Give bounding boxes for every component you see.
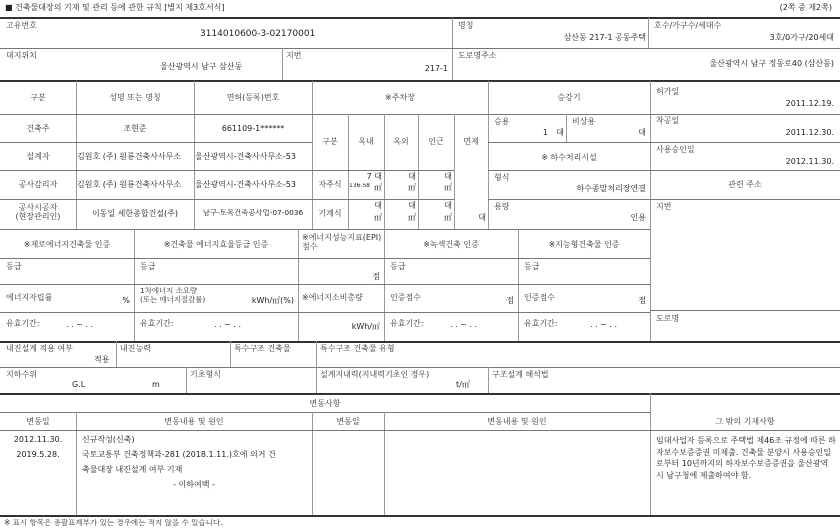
change-date-1: 2012.11.30. xyxy=(13,435,63,444)
site-label: 대지위치 xyxy=(6,51,37,60)
units-value: 3호/0가구/20세대 xyxy=(769,33,834,42)
parking-title: ※주차장 xyxy=(385,93,415,102)
energy-efficiency-validity-label: 유효기간: xyxy=(140,319,174,328)
mech-parking-type: 기계식 xyxy=(318,209,342,218)
change-date-2: 2019.5.28. xyxy=(16,450,60,459)
structural-analysis-label: 구조설계 해석법 xyxy=(492,370,549,379)
lot-value: 217-1 xyxy=(424,64,448,73)
intelligent-cert-score-unit: 점 xyxy=(638,296,646,305)
id-label: 고유번호 xyxy=(6,21,37,30)
other-notes-text: 임대사업자 등록으로 주택법 제46조 규정에 따른 하자보수보증증권 미제출. 건축물 분양시 사용승인일로부터 10년까지의 하자보수보증증권을 울산광역시 남구청에 제출하여야 함. xyxy=(656,436,836,480)
sewage-type-label: 형식 xyxy=(494,173,510,182)
bearing-capacity-label: 설계지내력(지내력기초인 경우) xyxy=(320,370,430,379)
parking-exempt-header: 면제 xyxy=(463,137,479,146)
parking-nearby-header: 인근 xyxy=(428,137,444,146)
mech-parking-indoor-count: 대 xyxy=(374,201,382,210)
foundation-type-label: 기초형식 xyxy=(190,370,221,379)
supervisor-name: 김원호 (주) 원룡건축사사무소 xyxy=(77,180,182,189)
self-parking-indoor-unit: ㎡ xyxy=(374,183,382,192)
sewage-capacity-label: 용량 xyxy=(494,202,510,211)
designer-license: 울산광역시-건축사사무소-53 xyxy=(195,152,296,161)
self-parking-nearby-unit: ㎡ xyxy=(444,183,452,192)
self-parking-outdoor-unit: ㎡ xyxy=(408,183,416,192)
zero-energy-cert-title: ※제로에너지건축물 인증 xyxy=(23,240,111,249)
contractor-type: 공사시공자 (현장관리인) xyxy=(15,203,61,222)
name-value: 삼산동 217-1 공동주택 xyxy=(563,33,646,42)
people-type-header: 구분 xyxy=(30,93,46,102)
footer-note: ※ 표시 항목은 총괄표제부가 있는 경우에는 적지 않을 수 있습니다. xyxy=(4,519,223,527)
related-road-label: 도로명 xyxy=(656,314,680,323)
primary-energy-unit: kWh/㎡(%) xyxy=(251,296,294,305)
change-content-header: 변동내용 및 원인 xyxy=(164,417,224,426)
special-structure-type-label: 특수구조 건축물 유형 xyxy=(320,344,395,353)
page-indicator: (2쪽 중 제2쪽) xyxy=(779,3,832,12)
change-content-2-cont: 축물대장 내진설계 여부 기재 xyxy=(82,465,183,474)
road-address-value: 울산광역시 남구 정동로40 (삼산동) xyxy=(709,59,834,68)
contractor-license: 남구-토목건축공사업-07-0036 xyxy=(202,209,304,217)
zero-energy-grade-label: 등급 xyxy=(6,262,22,271)
intelligent-validity-value: . . ~ . . xyxy=(590,320,618,329)
self-parking-nearby-count: 대 xyxy=(444,172,452,181)
mech-parking-nearby-count: 대 xyxy=(444,201,452,210)
designer-name: 김원호 (주) 원룡건축사사무소 xyxy=(77,152,182,161)
parking-exempt-unit: 대 xyxy=(478,213,486,222)
related-lot-label: 지번 xyxy=(656,202,672,211)
green-building-cert-title: ※녹색건축 인증 xyxy=(423,240,479,249)
seismic-design-value: 적용 xyxy=(94,355,110,364)
site-value: 울산광역시 남구 삼산동 xyxy=(160,62,243,71)
start-date-label: 착공일 xyxy=(656,116,680,125)
energy-efficiency-validity-value: . . ~ . . xyxy=(214,320,242,329)
mech-parking-indoor-unit: ㎡ xyxy=(374,213,382,222)
intelligent-validity-label: 유효기간: xyxy=(524,319,558,328)
approval-date-value: 2012.11.30. xyxy=(785,157,834,166)
name-label: 명칭 xyxy=(458,21,474,30)
other-notes-header: 그 밖의 기재사항 xyxy=(715,417,775,426)
self-parking-indoor-area: 136.58 xyxy=(349,183,370,189)
emergency-elevator-label: 비상용 xyxy=(572,117,596,126)
supervisor-license: 울산광역시-건축사사무소-53 xyxy=(195,180,296,189)
self-parking-indoor-count: 7 대 xyxy=(366,172,382,181)
elevator-title: 승강기 xyxy=(557,93,581,102)
groundwater-gl-label: G.L xyxy=(72,380,86,389)
id-value: 3114010600-3-02170001 xyxy=(200,29,316,39)
epi-score-title: ※에너지성능지표(EPI) 점수 xyxy=(302,233,382,252)
change-content-header-2: 변동내용 및 원인 xyxy=(487,417,547,426)
supervisor-type: 공사감리자 xyxy=(18,180,58,189)
change-date-header: 변동일 xyxy=(26,417,50,426)
green-grade-label: 등급 xyxy=(390,262,406,271)
sewage-capacity-value: 인용 xyxy=(630,213,646,222)
related-address-title: 관련 주소 xyxy=(728,180,762,189)
zero-energy-validity-value: . . ~ . . xyxy=(66,320,94,329)
energy-efficiency-cert-title: ※건축물 에너지효율등급 인증 xyxy=(163,240,269,249)
people-license-header: 면허(등록)번호 xyxy=(226,93,280,102)
green-cert-score-unit: 점 xyxy=(506,296,514,305)
zero-energy-validity-label: 유효기간: xyxy=(6,319,40,328)
groundwater-label: 지하수위 xyxy=(6,370,37,379)
self-sufficiency-unit: % xyxy=(122,296,130,305)
green-validity-label: 유효기간: xyxy=(390,319,424,328)
seismic-design-label: 내진설계 적용 여부 xyxy=(6,344,73,353)
passenger-elevator-count: 1 xyxy=(542,128,548,137)
energy-consumption-label: ※에너지소비총량 xyxy=(302,293,363,302)
self-parking-type: 자주식 xyxy=(318,180,342,189)
form-title: ■ 건축물대장의 기재 및 관리 등에 관한 규칙 [별지 제3호서식] xyxy=(5,3,225,12)
owner-license: 661109-1****** xyxy=(221,124,285,133)
units-label: 호수/가구수/세대수 xyxy=(654,21,722,30)
contractor-name: 이동일 세한종합건설(주) xyxy=(91,209,179,218)
change-content-2: 국토교통부 건축정책과-281 (2018.1.11.)호에 의거 건 xyxy=(82,450,276,459)
sewage-type-value: 하수종말처리장연결 xyxy=(576,184,646,193)
parking-type-header: 구분 xyxy=(322,137,338,146)
change-date-header-2: 변동일 xyxy=(336,417,360,426)
people-name-header: 성명 또는 명칭 xyxy=(109,93,161,102)
passenger-elevator-label: 승용 xyxy=(494,117,510,126)
start-date-value: 2011.12.30. xyxy=(785,128,834,137)
self-sufficiency-label: 에너지자립률 xyxy=(6,293,53,302)
changes-title: 변동사항 xyxy=(309,399,341,408)
designer-type: 설계자 xyxy=(26,152,50,161)
approval-date-label: 사용승인일 xyxy=(656,145,695,154)
parking-indoor-header: 옥내 xyxy=(358,137,374,146)
special-structure-label: 특수구조 건축물 xyxy=(234,344,291,353)
sewage-title: ※ 하수처리시설 xyxy=(541,153,597,162)
passenger-elevator-unit: 대 xyxy=(556,128,564,137)
change-content-1: 신규작성(신축) xyxy=(82,435,135,444)
owner-type: 건축주 xyxy=(26,124,50,133)
seismic-ability-label: 내진능력 xyxy=(120,344,151,353)
road-address-label: 도로명주소 xyxy=(458,51,497,60)
primary-energy-label: 1차에너지 소요량 (또는 에너지절감률) xyxy=(140,287,206,304)
energy-consumption-unit: kWh/㎡ xyxy=(351,322,380,331)
emergency-elevator-unit: 대 xyxy=(638,128,646,137)
lot-label: 지번 xyxy=(286,51,302,60)
mech-parking-outdoor-unit: ㎡ xyxy=(408,213,416,222)
mech-parking-nearby-unit: ㎡ xyxy=(444,213,452,222)
mech-parking-outdoor-count: 대 xyxy=(408,201,416,210)
owner-name: 조현준 xyxy=(123,124,147,133)
intelligent-grade-label: 등급 xyxy=(524,262,540,271)
self-parking-outdoor-count: 대 xyxy=(408,172,416,181)
permit-date-value: 2011.12.19. xyxy=(785,99,834,108)
changes-end-mark: - 이하여백 - xyxy=(173,480,215,489)
groundwater-unit: m xyxy=(152,380,160,389)
parking-outdoor-header: 옥외 xyxy=(393,137,409,146)
intelligent-cert-score-label: 인증점수 xyxy=(524,293,555,302)
energy-efficiency-grade-label: 등급 xyxy=(140,262,156,271)
intelligent-building-cert-title: ※지능형건축물 인증 xyxy=(548,240,620,249)
permit-date-label: 허가일 xyxy=(656,87,680,96)
green-validity-value: . . ~ . . xyxy=(450,320,478,329)
bearing-capacity-unit: t/㎡ xyxy=(456,380,470,389)
epi-score-unit: 점 xyxy=(372,272,380,281)
green-cert-score-label: 인증점수 xyxy=(390,293,421,302)
